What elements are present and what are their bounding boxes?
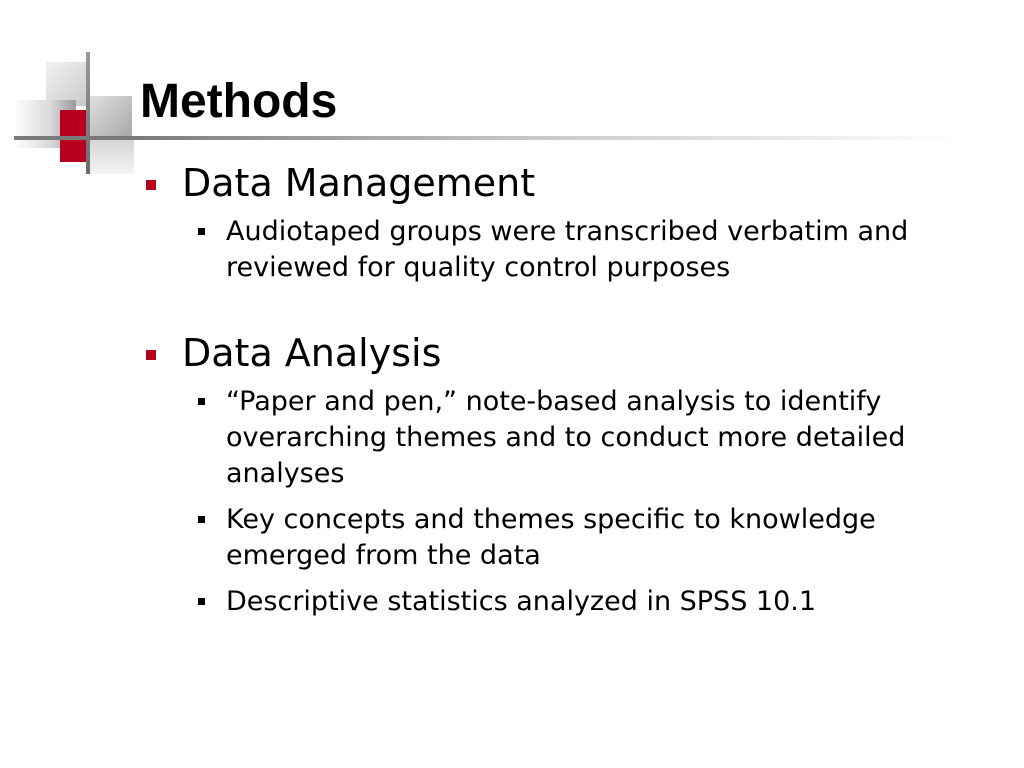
sub-bullet-list [140, 214, 1000, 286]
section-heading: Data Management [182, 161, 536, 205]
square-bullet-icon [198, 228, 205, 235]
list-item [140, 584, 1000, 620]
level1-bullet-item [140, 330, 1000, 376]
section-data-analysis [140, 330, 1000, 620]
square-bullet-icon [146, 180, 156, 190]
level1-bullet-item [140, 160, 1000, 206]
square-bullet-icon [198, 516, 205, 523]
square-bullet-icon [198, 398, 205, 405]
slide-title: Methods [140, 75, 338, 128]
slide-content [140, 160, 1000, 630]
section-heading: Data Analysis [182, 331, 442, 375]
list-item [140, 214, 1000, 286]
decor-square-gray-low [90, 138, 134, 174]
list-item-text: Key concepts and themes specific to knowledge emerged from the data [226, 504, 876, 571]
square-bullet-icon [146, 350, 156, 360]
list-item-text: Descriptive statistics analyzed in SPSS 10.1 [226, 586, 817, 617]
section-data-management [140, 160, 1000, 286]
decor-vertical-line [86, 52, 90, 174]
title-underline [14, 136, 964, 140]
list-item-text: Audiotaped groups were transcribed verbatim and reviewed for quality control purposes [226, 216, 909, 283]
list-item [140, 502, 1000, 574]
list-item-text: “Paper and pen,” note-based analysis to identify overarching themes and to conduct more detailed analyses [226, 386, 906, 489]
sub-bullet-list [140, 384, 1000, 620]
decor-square-gray-mid [90, 96, 132, 136]
corner-decoration [0, 0, 160, 190]
square-bullet-icon [198, 598, 205, 605]
list-item [140, 384, 1000, 492]
